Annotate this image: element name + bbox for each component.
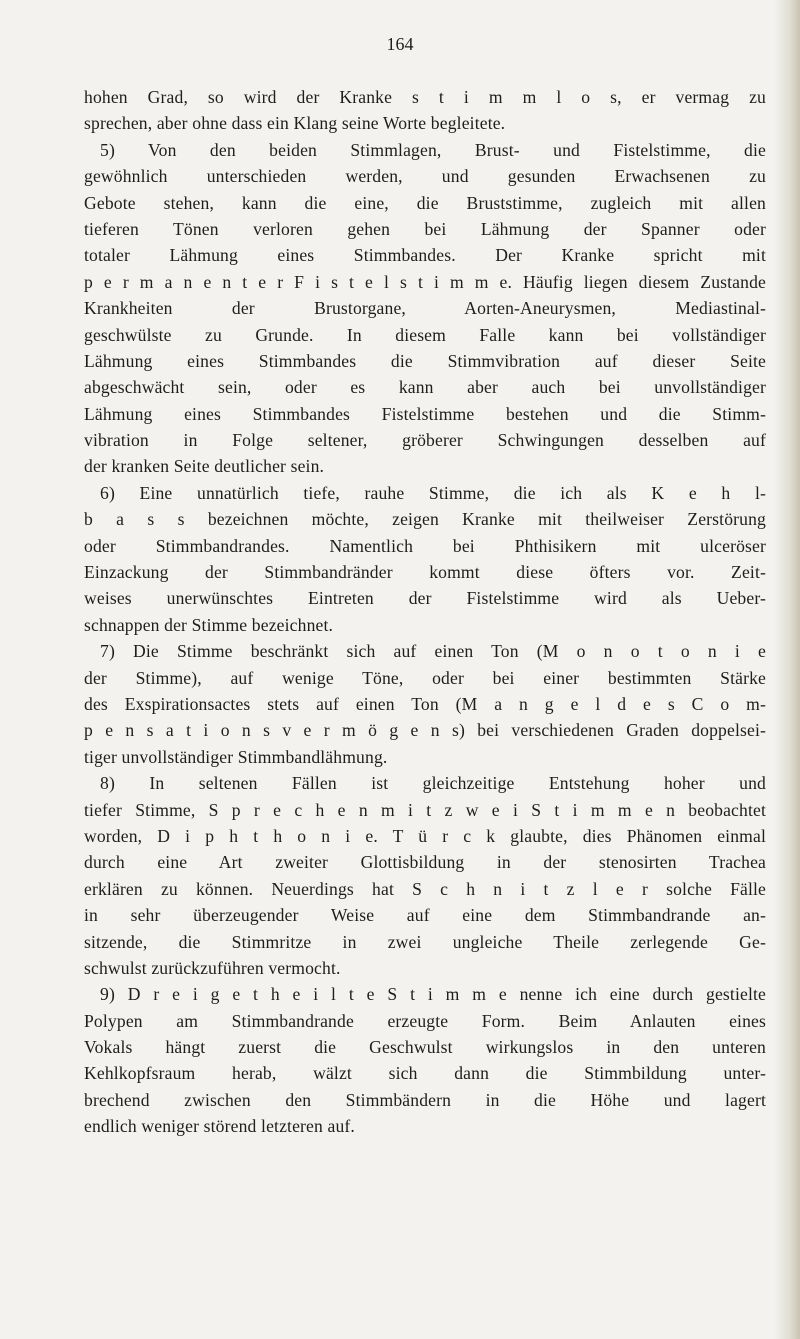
text-line: p e r m a n e n t e r F i s t e l s t i m m e. Häufig liegen diesem Zustande: [84, 271, 766, 292]
text-line: weises unerwünschtes Eintreten der Fistelstimme wird als Ueber-: [84, 588, 766, 609]
text-line: schwulst zurückzuführen vermocht.: [84, 957, 341, 978]
text-line: Kehlkopfsraum herab, wälzt sich dann die Stimmbildung unter-: [84, 1063, 766, 1084]
text-line: Lähmung eines Stimmbandes die Stimmvibration auf dieser Seite: [84, 350, 766, 371]
text-line: Einzackung der Stimmbandränder kommt diese öfters vor. Zeit-: [84, 562, 766, 583]
text-line: hohen Grad, so wird der Kranke s t i m m l o s, er vermag zu: [84, 87, 766, 107]
text-line: tieferen Tönen verloren gehen bei Lähmung der Spanner oder: [84, 218, 766, 239]
text-line: 6) Eine unnatürlich tiefe, rauhe Stimme, die ich als K e h l-: [100, 482, 766, 503]
text-line: gewöhnlich unterschieden werden, und gesunden Erwachsenen zu: [84, 166, 766, 187]
text-line: Krankheiten der Brustorgane, Aorten-Aneurysmen, Mediastinal-: [84, 298, 766, 319]
text-line: tiger unvollständiger Stimmbandlähmung.: [84, 746, 388, 767]
text-line: totaler Lähmung eines Stimmbandes. Der Kranke spricht mit: [84, 245, 766, 266]
page-number: 164: [386, 34, 414, 54]
text-line: oder Stimmbandrandes. Namentlich bei Phthisikern mit ulceröser: [84, 535, 766, 556]
text-line: sitzende, die Stimmritze in zwei ungleiche Theile zerlegende Ge-: [84, 931, 766, 952]
text-line: durch eine Art zweiter Glottisbildung in der stenosirten Trachea: [84, 852, 766, 873]
text-line: 9) D r e i g e t h e i l t e S t i m m e nenne ich eine durch gestielte: [100, 984, 766, 1005]
text-line: vibration in Folge seltener, gröberer Schwingungen desselben auf: [84, 430, 766, 451]
text-line: endlich weniger störend letzteren auf.: [84, 1116, 355, 1137]
text-line: Lähmung eines Stimmbandes Fistelstimme bestehen und die Stimm-: [84, 403, 766, 424]
text-line: tiefer Stimme, S p r e c h e n m i t z w e i S t i m m e n beobachtet: [84, 799, 766, 820]
page-edge-shadow: [774, 0, 800, 1339]
text-line: p e n s a t i o n s v e r m ö g e n s) bei verschiedenen Graden doppelsei-: [84, 720, 766, 741]
text-line: schnappen der Stimme bezeichnet.: [84, 614, 334, 635]
text-line: Vokals hängt zuerst die Geschwulst wirkungslos in den unteren: [84, 1037, 766, 1058]
text-line: 5) Von den beiden Stimmlagen, Brust- und Fistelstimme, die: [100, 139, 766, 160]
text-line: sprechen, aber ohne dass ein Klang seine Worte begleitete.: [84, 113, 506, 134]
text-line: 7) Die Stimme beschränkt sich auf einen Ton (M o n o t o n i e: [100, 641, 766, 662]
text-line: brechend zwischen den Stimmbändern in die Höhe und lagert: [84, 1089, 766, 1110]
text-line: in sehr überzeugender Weise auf eine dem Stimmbandrande an-: [84, 905, 766, 926]
text-line: der Stimme), auf wenige Töne, oder bei einer bestimmten Stärke: [84, 667, 766, 688]
text-line: der kranken Seite deutlicher sein.: [84, 456, 325, 477]
text-line: erklären zu können. Neuerdings hat S c h n i t z l e r solche Fälle: [84, 878, 766, 899]
text-line: Polypen am Stimmbandrande erzeugte Form. Beim Anlauten eines: [84, 1010, 766, 1031]
text-line: abgeschwächt sein, oder es kann aber auch bei unvollständiger: [84, 377, 766, 398]
text-line: geschwülste zu Grunde. In diesem Falle kann bei vollständiger: [84, 324, 766, 345]
text-line: worden, D i p h t h o n i e. T ü r c k glaubte, dies Phänomen einmal: [84, 825, 766, 846]
text-line: b a s s bezeichnen möchte, zeigen Kranke mit theilweiser Zerstörung: [84, 509, 766, 530]
text-line: 8) In seltenen Fällen ist gleichzeitige Entstehung hoher und: [100, 773, 766, 794]
body-text: [84, 84, 766, 1140]
text-line: des Exspirationsactes stets auf einen Ton (M a n g e l d e s C o m-: [84, 693, 766, 714]
text-line: Gebote stehen, kann die eine, die Bruststimme, zugleich mit allen: [84, 192, 766, 213]
